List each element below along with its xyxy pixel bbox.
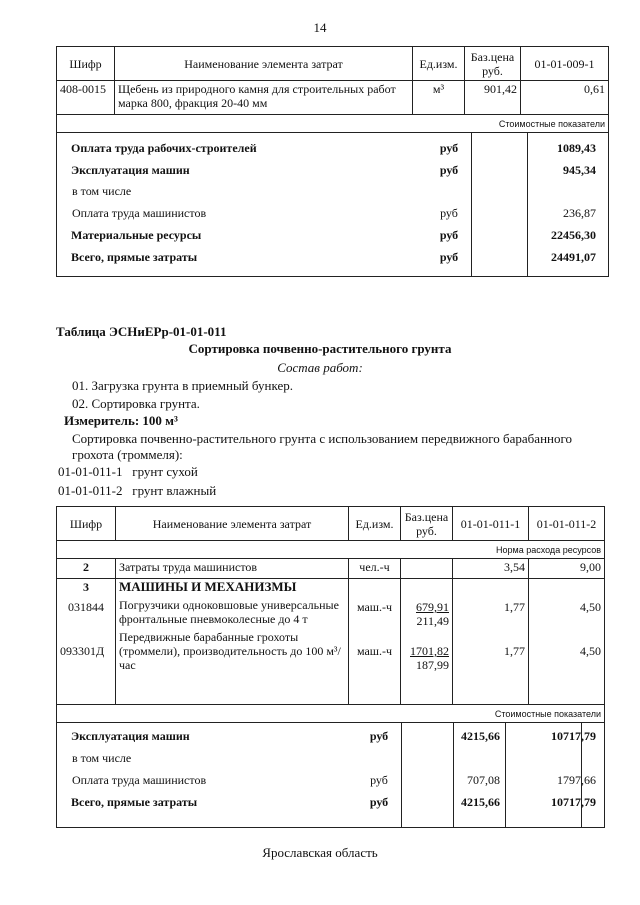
description: Сортировка почвенно-растительного грунта с использованием передвижного барабанного грохота (троммеля): bbox=[72, 431, 572, 462]
machine-code: 031844 bbox=[68, 600, 104, 614]
header-unit: Ед.изм. bbox=[349, 507, 401, 541]
summary-row bbox=[57, 180, 608, 202]
machine-unit: маш.-ч bbox=[356, 600, 393, 614]
row-unit: м³ bbox=[413, 81, 465, 115]
variant-label: грунт сухой bbox=[132, 464, 198, 479]
header-code: Шифр bbox=[57, 507, 116, 541]
row-name: Щебень из природного камня для строительных работ марка 800, фракция 20-40 мм bbox=[115, 81, 413, 115]
summary-unit: руб bbox=[440, 206, 458, 220]
machine-name: Погрузчики одноковшовые универсальные фронтальные пневмоколесные до 4 т bbox=[119, 598, 339, 626]
summary-value: 236,87 bbox=[563, 206, 596, 220]
header-price: Баз.цена руб. bbox=[465, 47, 521, 81]
table-2-summary bbox=[56, 722, 605, 828]
variant-code: 01-01-011-1 bbox=[58, 464, 123, 479]
row-name: Затраты труда машинистов bbox=[116, 559, 349, 579]
header-norm-code: 01-01-009-1 bbox=[521, 47, 609, 81]
summary-label: Всего, прямые затраты bbox=[71, 250, 198, 264]
machine-value-2: 4,50 bbox=[580, 644, 601, 658]
table-2 bbox=[56, 506, 605, 723]
machine-code: 093301Д bbox=[60, 644, 105, 658]
header-name: Наименование элемента затрат bbox=[116, 507, 349, 541]
summary-row bbox=[57, 202, 608, 224]
summary-row bbox=[57, 769, 604, 791]
summary-label: Оплата труда машинистов bbox=[72, 773, 207, 787]
header-unit: Ед.изм. bbox=[413, 47, 465, 81]
group-name: МАШИНЫ И МЕХАНИЗМЫ bbox=[119, 579, 297, 594]
machine-name: Передвижные барабанные грохоты (троммели), производительность до 100 м³/час bbox=[119, 630, 341, 672]
summary-label: Материальные ресурсы bbox=[71, 228, 202, 242]
machine-price-labor: 211,49 bbox=[416, 614, 449, 628]
summary-value-2: 10717,79 bbox=[551, 729, 596, 743]
summary-unit: руб bbox=[439, 141, 459, 155]
table-title: Таблица ЭСНиЕРр-01-01-011 bbox=[56, 324, 227, 339]
table-1-summary bbox=[56, 132, 609, 277]
summary-unit: руб bbox=[439, 250, 459, 264]
work-item-2: 02. Сортировка грунта. bbox=[72, 396, 200, 411]
summary-value: 945,34 bbox=[563, 163, 596, 177]
header-norm-code-2: 01-01-011-2 bbox=[529, 507, 605, 541]
variant-label: грунт влажный bbox=[132, 483, 217, 498]
table-1-header bbox=[57, 47, 609, 81]
machine-unit: маш.-ч bbox=[356, 644, 393, 658]
header-price: Баз.цена руб. bbox=[401, 507, 453, 541]
summary-label: в том числе bbox=[72, 184, 132, 198]
row-value-1: 3,54 bbox=[453, 559, 529, 579]
summary-value-2: 10717,79 bbox=[551, 795, 596, 809]
header-name: Наименование элемента затрат bbox=[115, 47, 413, 81]
machine-price-labor: 187,99 bbox=[416, 658, 449, 672]
machine-value-1: 1,77 bbox=[504, 644, 525, 658]
summary-label: Оплата труда машинистов bbox=[72, 206, 207, 220]
table-row bbox=[57, 559, 605, 579]
row-code: 408-0015 bbox=[57, 81, 115, 115]
summary-value-1: 4215,66 bbox=[461, 795, 500, 809]
machine-value-1: 1,77 bbox=[504, 600, 525, 614]
summary-value-1: 707,08 bbox=[467, 773, 500, 787]
summary-unit: руб bbox=[439, 228, 459, 242]
machine-price-total: 679,91 bbox=[416, 600, 449, 614]
summary-label: Оплата труда рабочих-строителей bbox=[71, 141, 257, 155]
summary-label: в том числе bbox=[72, 751, 132, 765]
summary-label: Всего, прямые затраты bbox=[71, 795, 198, 809]
works-title: Состав работ: bbox=[277, 360, 363, 375]
table-2-header bbox=[57, 507, 605, 541]
table-row bbox=[57, 579, 605, 705]
norm-label: Норма расхода ресурсов bbox=[57, 541, 605, 559]
machine-value-2: 4,50 bbox=[580, 600, 601, 614]
row-value-2: 9,00 bbox=[529, 559, 605, 579]
footer-region: Ярославская область bbox=[262, 845, 378, 860]
summary-row bbox=[57, 791, 604, 813]
summary-row bbox=[57, 725, 604, 747]
summary-value: 1089,43 bbox=[557, 141, 596, 155]
cost-indicators-label: Стоимостные показатели bbox=[57, 705, 605, 723]
row-price: 901,42 bbox=[465, 81, 521, 115]
cost-indicators-label: Стоимостные показатели bbox=[57, 115, 609, 133]
row-unit: чел.-ч bbox=[349, 559, 401, 579]
summary-label: Эксплуатация машин bbox=[71, 163, 190, 177]
header-norm-code-1: 01-01-011-1 bbox=[453, 507, 529, 541]
work-item-1: 01. Загрузка грунта в приемный бункер. bbox=[72, 378, 293, 393]
table-1 bbox=[56, 46, 609, 133]
summary-unit: руб bbox=[439, 163, 459, 177]
machine-price-total: 1701,82 bbox=[410, 644, 449, 658]
section-heading: Сортировка почвенно-растительного грунта bbox=[188, 341, 452, 356]
summary-row bbox=[57, 159, 608, 181]
summary-row bbox=[57, 137, 608, 159]
meter: Измеритель: 100 м³ bbox=[64, 413, 178, 428]
summary-row bbox=[57, 747, 604, 769]
summary-value: 22456,30 bbox=[551, 228, 596, 242]
header-code: Шифр bbox=[57, 47, 115, 81]
summary-value-2: 1797,66 bbox=[557, 773, 596, 787]
summary-unit: руб bbox=[369, 729, 389, 743]
table-row bbox=[57, 81, 609, 115]
summary-unit: руб bbox=[370, 773, 388, 787]
summary-row bbox=[57, 246, 608, 268]
row-code: 2 bbox=[57, 559, 116, 579]
summary-value-1: 4215,66 bbox=[461, 729, 500, 743]
row-value: 0,61 bbox=[521, 81, 609, 115]
summary-value: 24491,07 bbox=[551, 250, 596, 264]
page-number: 14 bbox=[313, 20, 327, 35]
summary-label: Эксплуатация машин bbox=[71, 729, 190, 743]
summary-unit: руб bbox=[369, 795, 389, 809]
summary-row bbox=[57, 224, 608, 246]
variant-2 bbox=[58, 483, 216, 499]
variant-code: 01-01-011-2 bbox=[58, 483, 123, 498]
variant-1 bbox=[58, 464, 198, 480]
group-code: 3 bbox=[83, 580, 89, 594]
